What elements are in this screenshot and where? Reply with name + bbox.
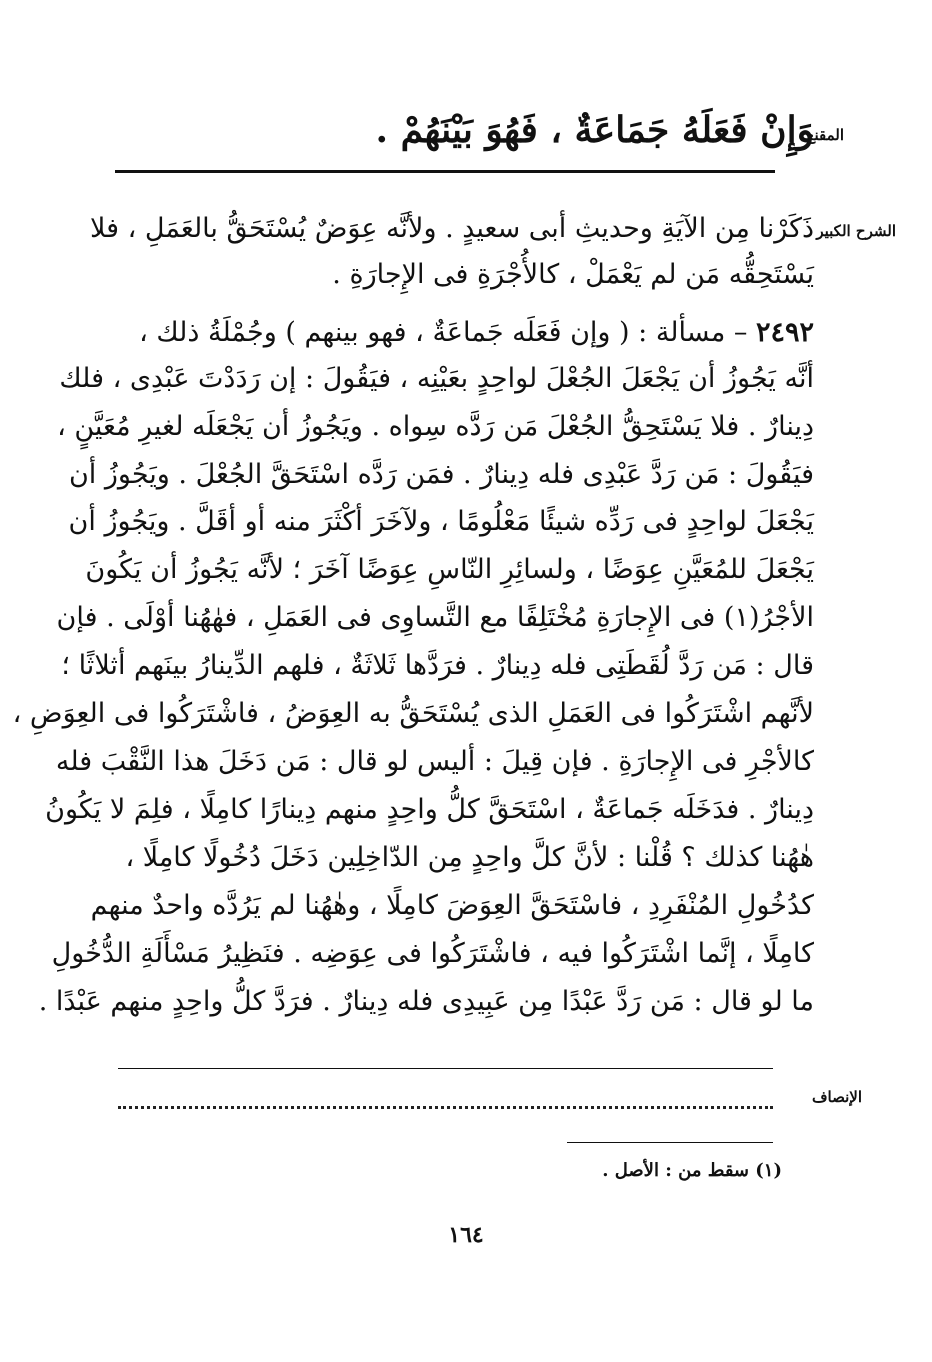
masala-number: ٢٤٩٢ xyxy=(755,317,814,348)
section-divider xyxy=(115,170,775,173)
masala-line: الأجْرُ(١) فى الإِجارَةِ مُخْتَلِفًا مع التَّساوِى فى العَمَلِ ، فهٰهُنا أوْلَى . فإن xyxy=(56,602,814,633)
masala-line: أنَّه يَجُوزُ أن يَجْعَلَ الجُعْلَ لواحِدٍ بعَيْنِه ، فيَقُولَ : إن رَدَدْتَ عَبْدِى ، فلك xyxy=(59,363,814,394)
sharh-line: يَسْتَحِقُّه مَن لم يَعْمَلْ ، كالأُجْرَةِ فى الإِجارَةِ . xyxy=(332,259,814,290)
masala-line: كامِلًا ، إنَّما اشْتَرَكُوا فيه ، فاشْتَرَكُوا فى عِوَضِه . فنَظِيرُ مَسْأَلَةِ الدُّخُولِ xyxy=(51,938,814,969)
muqni-text: وَإِنْ فَعَلَهُ جَمَاعَةٌ ، فَهُوَ بَيْنَهُمْ . xyxy=(375,109,814,151)
masala-line: يَجْعَلَ للمُعَيَّنِ عِوَضًا ، ولسائِرِ النّاسِ عِوَضًا آخَرَ ؛ لأنَّه يَجُوزُ أن يَكُونَ xyxy=(85,554,814,585)
masala-line: دِينارٌ . فدَخَلَه جَماعَةٌ ، اسْتَحَقَّ كلُّ واحِدٍ منهم دِينارًا كامِلًا ، فلِمَ لا يَكُونُ xyxy=(45,794,814,825)
insaf-dotted-line xyxy=(118,1086,773,1109)
masala-line: كدُخُولِ المُنْفَرِدِ ، فاسْتَحَقَّ العِوَضَ كامِلًا ، وهٰهُنا لم يَرُدَّه واحدٌ منهم xyxy=(90,890,814,921)
margin-label-insaf: الإنصاف xyxy=(811,1088,862,1106)
page-number: ١٦٤ xyxy=(448,1222,484,1248)
masala-line: يَجْعَلَ لواحِدٍ فى رَدِّه شيئًا مَعْلُومًا ، ولآخَرَ أكْثَرَ منه أو أقَلَّ . ويَجُوزُ أن xyxy=(68,506,814,537)
masala-line: قال : مَن رَدَّ لُقَطَتِى فله دِينارٌ . فرَدَّها ثَلاثَةٌ ، فلهم الدِّينارُ بينَهم أثلاثًا ؛ xyxy=(61,650,814,681)
sharh-line: ذَكَرْنا مِن الآيَةِ وحديثِ أبى سعيدٍ . ولأنَّه عِوَضٌ يُسْتَحَقُّ بالعَمَلِ ، فلا xyxy=(89,213,814,244)
masala-line: كالأجْرِ فى الإِجارَةِ . فإن قِيلَ : أليس لو قال : مَن دَخَلَ هذا النَّقْبَ فله xyxy=(55,746,814,777)
footnote: (١) سقط من : الأصل . xyxy=(602,1160,782,1181)
margin-label-sharh: الشرح الكبير xyxy=(816,222,896,240)
insaf-divider xyxy=(118,1068,773,1069)
masala-line: لأنَّهم اشْتَرَكُوا فى العَمَلِ الذى يُسْتَحَقُّ به العِوَضُ ، فاشْتَرَكُوا فى العِوَضِ ، xyxy=(12,698,814,729)
masala-line: ما لو قال : مَن رَدَّ عَبْدًا مِن عَبِيدِى فله دِينارٌ . فرَدَّ كلُّ واحِدٍ منهم عَبْدًا . xyxy=(38,986,814,1017)
masala-line: فيَقُولَ : مَن رَدَّ عَبْدِى فله دِينارٌ . فمَن رَدَّه اسْتَحَقَّ الجُعْلَ . ويَجُوزُ أن xyxy=(68,459,814,490)
masala-heading-text: – مسألة : ( وإن فَعَلَه جَماعَةٌ ، فهو بينهم ) وجُمْلَةُ ذلك ، xyxy=(139,317,748,348)
masala-line: دِينارٌ . فلا يَسْتَحِقُّ الجُعْلَ مَن رَدَّه سِواه . ويَجُوزُ أن يَجْعَلَه لغيرِ مُعَيَّنٍ ، xyxy=(57,411,814,442)
footnote-rule xyxy=(567,1142,773,1143)
masala-line: هٰهُنا كذلك ؟ قُلْنا : لأنَّ كلَّ واحِدٍ مِن الدّاخِلِين دَخَلَ دُخُولًا كامِلًا ، xyxy=(125,842,814,873)
masala-heading-line xyxy=(139,312,814,354)
margin-label-muqni: المقنع xyxy=(806,126,844,144)
